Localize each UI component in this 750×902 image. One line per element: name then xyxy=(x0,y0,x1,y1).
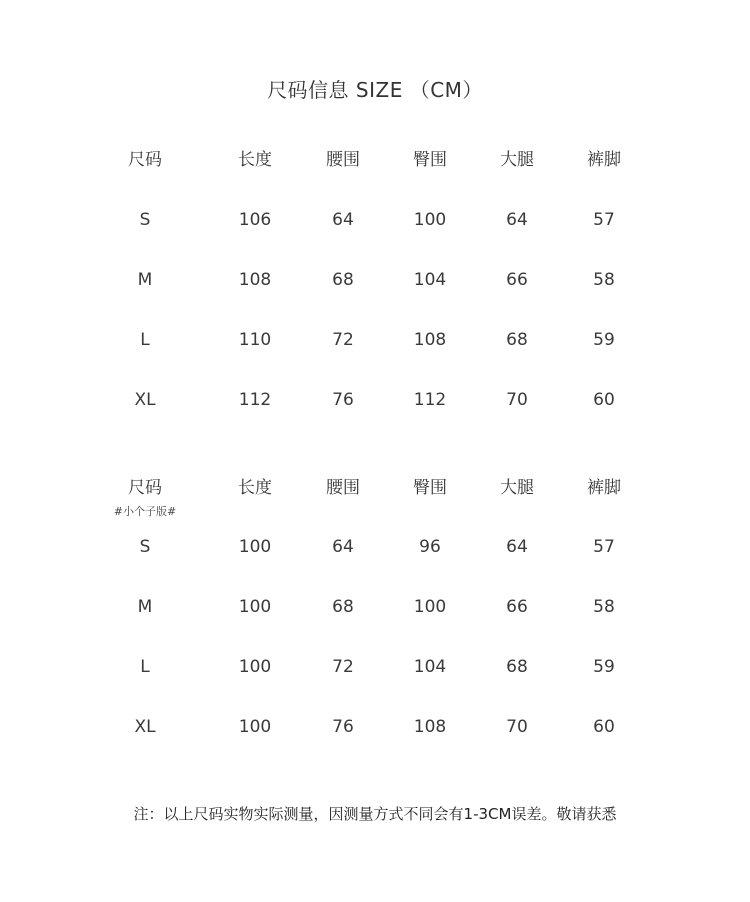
header-size: 尺码 xyxy=(128,150,162,170)
table-row xyxy=(0,205,750,235)
cell-hip: 100 xyxy=(413,597,447,617)
header-hem: 裤脚 xyxy=(587,150,621,170)
header-length: 长度 xyxy=(238,478,272,498)
cell-length: 112 xyxy=(238,390,272,410)
table-row xyxy=(0,385,750,415)
cell-hip: 104 xyxy=(413,657,447,677)
cell-length: 100 xyxy=(238,597,272,617)
header-hip: 臀围 xyxy=(413,478,447,498)
cell-hem: 59 xyxy=(593,330,615,350)
cell-length: 110 xyxy=(238,330,272,350)
cell-size: M xyxy=(137,270,153,290)
cell-size: M xyxy=(137,597,153,617)
cell-length: 100 xyxy=(238,717,272,737)
page-title: 尺码信息 SIZE （CM） xyxy=(267,78,483,102)
cell-thigh: 70 xyxy=(506,390,528,410)
cell-size: XL xyxy=(134,717,156,737)
header-size: 尺码 xyxy=(128,478,162,498)
header-waist: 腰围 xyxy=(326,150,360,170)
cell-hem: 60 xyxy=(593,390,615,410)
cell-hip: 96 xyxy=(419,537,441,557)
cell-waist: 76 xyxy=(332,390,354,410)
cell-hem: 57 xyxy=(593,537,615,557)
cell-thigh: 66 xyxy=(506,270,528,290)
cell-thigh: 68 xyxy=(506,657,528,677)
cell-length: 100 xyxy=(238,657,272,677)
cell-size: S xyxy=(139,210,151,230)
header-thigh: 大腿 xyxy=(500,478,534,498)
table-header-row xyxy=(0,145,750,175)
header-length: 长度 xyxy=(238,150,272,170)
cell-waist: 68 xyxy=(332,270,354,290)
table-header-row xyxy=(0,473,750,518)
measurement-footnote: 注：以上尺码实物实际测量，因测量方式不同会有1-3CM误差。敬请获悉 xyxy=(133,805,617,823)
header-waist: 腰围 xyxy=(326,478,360,498)
cell-hem: 59 xyxy=(593,657,615,677)
cell-size: L xyxy=(140,330,150,350)
cell-length: 100 xyxy=(238,537,272,557)
table-row xyxy=(0,265,750,295)
table-row xyxy=(0,652,750,682)
cell-waist: 64 xyxy=(332,537,354,557)
cell-size: XL xyxy=(134,390,156,410)
table-row xyxy=(0,532,750,562)
cell-hip: 104 xyxy=(413,270,447,290)
cell-hip: 108 xyxy=(413,330,447,350)
cell-thigh: 64 xyxy=(506,210,528,230)
cell-length: 108 xyxy=(238,270,272,290)
cell-thigh: 70 xyxy=(506,717,528,737)
cell-waist: 72 xyxy=(332,657,354,677)
cell-size: S xyxy=(139,537,151,557)
table-row xyxy=(0,712,750,742)
cell-hip: 112 xyxy=(413,390,447,410)
cell-hip: 100 xyxy=(413,210,447,230)
cell-thigh: 66 xyxy=(506,597,528,617)
header-thigh: 大腿 xyxy=(500,150,534,170)
header-hem: 裤脚 xyxy=(587,478,621,498)
cell-hem: 60 xyxy=(593,717,615,737)
cell-size: L xyxy=(140,657,150,677)
cell-hem: 58 xyxy=(593,597,615,617)
cell-hem: 57 xyxy=(593,210,615,230)
cell-hip: 108 xyxy=(413,717,447,737)
cell-waist: 76 xyxy=(332,717,354,737)
table-row xyxy=(0,592,750,622)
cell-waist: 72 xyxy=(332,330,354,350)
cell-waist: 64 xyxy=(332,210,354,230)
table-row xyxy=(0,325,750,355)
cell-thigh: 64 xyxy=(506,537,528,557)
cell-waist: 68 xyxy=(332,597,354,617)
petite-version-note: #小个子版# xyxy=(113,505,177,518)
cell-length: 106 xyxy=(238,210,272,230)
cell-hem: 58 xyxy=(593,270,615,290)
header-hip: 臀围 xyxy=(413,150,447,170)
cell-thigh: 68 xyxy=(506,330,528,350)
